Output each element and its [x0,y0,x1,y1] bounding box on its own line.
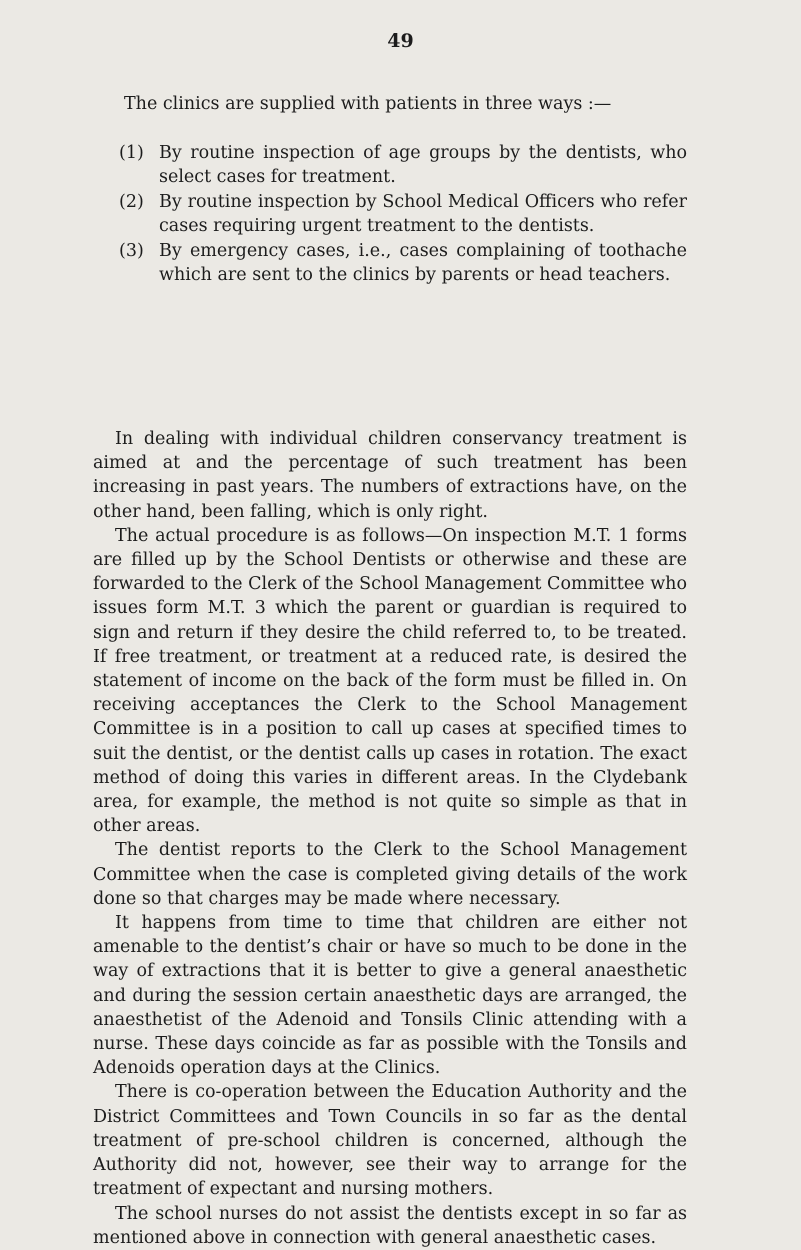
intro-sentence: The clinics are supplied with patients in three ways :— [124,94,612,114]
page-number: 49 [387,30,414,52]
body-text [93,427,687,1250]
paragraph: The dentist reports to the Clerk to the School Management Committee when the case is completed giving details of the work done so that charges may be made where necessary. [93,840,687,909]
list-item-number: (3) [119,241,144,261]
list-item-text: By routine inspection by School Medical Officers who refer cases requiring urgent treatment to the dentists. [159,192,687,236]
list-item-number: (1) [119,143,144,163]
paragraph: There is co-operation between the Education Authority and the District Committees and Town Councils in so far as the dental treatment of pre-school children is concerned, although the Authority did not, however, see their way to arrange for the treatment of expectant and nursing mothers. [93,1082,687,1200]
list-item-number: (2) [119,192,144,212]
paragraph: In dealing with individual children conservancy treatment is aimed at and the percentage of such treatment has been increasing in past years. The numbers of extractions have, on the other hand, been falling, which is only right. [93,429,687,522]
paragraph: The actual procedure is as follows—On inspection M.T. 1 forms are filled up by the School Dentists or otherwise and these are forwarded to the Clerk of the School Management Committee who issues form M.T. 3 which the parent or guardian is required to sign and return if they desire the child referred to, to be treated. If free treatment, or treatment at a reduced rate, is desired the statement of income on the back of the form must be filled in. On receiving acceptances the Clerk to the School Management Committee is in a position to call up cases at specified times to suit the dentist, or the dentist calls up cases in rotation. The exact method of doing this varies in different areas. In the Clydebank area, for example, the method is not quite so simple as that in other areas. [93,525,687,837]
list-item-text: By emergency cases, i.e., cases complaining of toothache which are sent to the clinics by parents or head teachers. [159,241,687,285]
paragraph: It happens from time to time that children are either not amenable to the dentist’s chair or have so much to be done in the way of extractions that it is better to give a general anaesthetic and during the session certain anaesthetic days are arranged, the anaesthetist of the Adenoid and Tonsils Clinic attending with a nurse. These days coincide as far as possible with the Tonsils and Adenoids operation days at the Clinics. [93,913,687,1079]
numbered-list [119,141,687,288]
paragraph: The school nurses do not assist the dentists except in so far as mentioned above in connection with general anaesthetic cases. [93,1203,687,1248]
list-item-text: By routine inspection of age groups by the dentists, who select cases for treatment. [159,143,687,187]
list-item [119,190,687,238]
list-item [119,141,687,189]
list-item [119,239,687,287]
